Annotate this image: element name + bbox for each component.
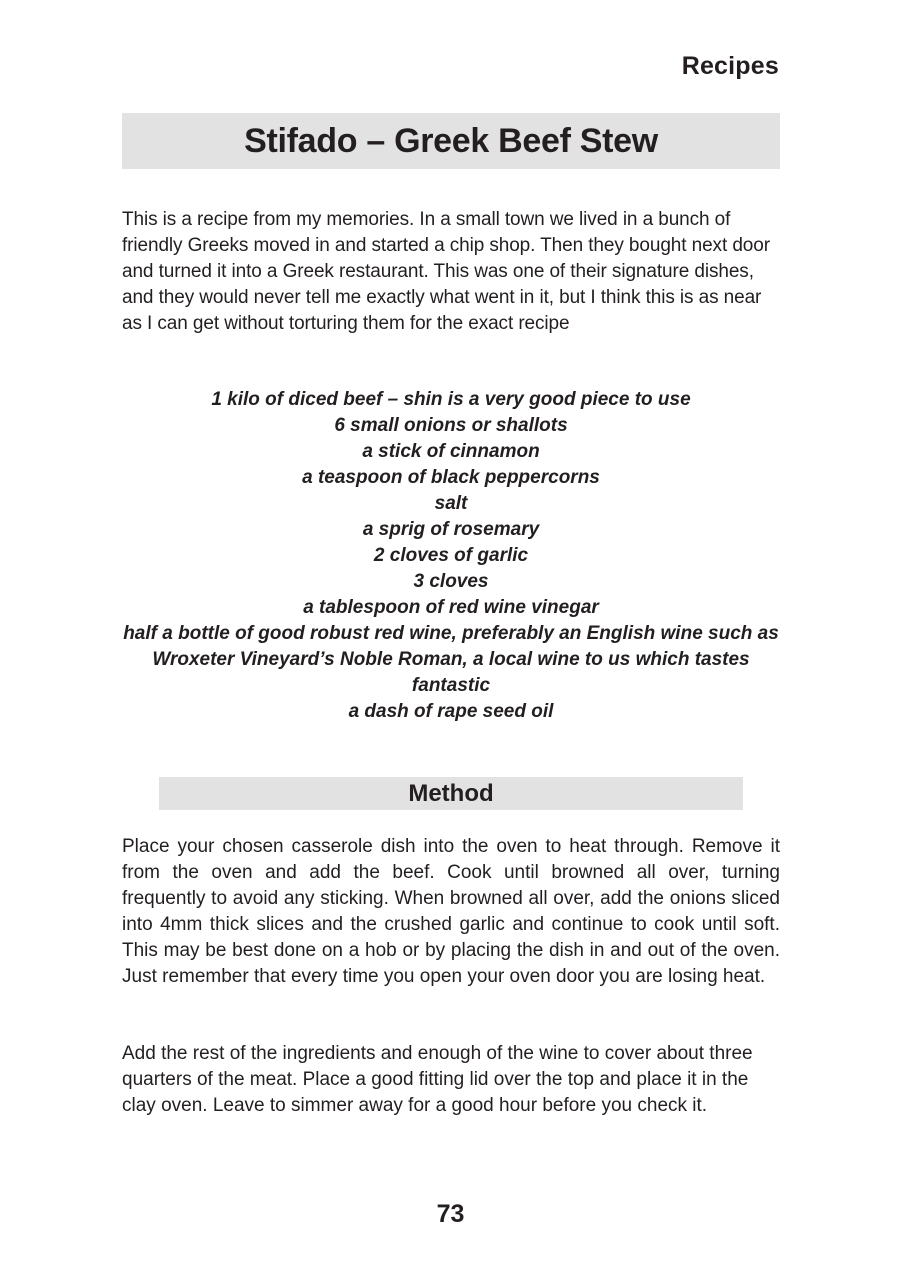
ingredient-item: salt <box>434 493 468 514</box>
method-paragraph: Place your chosen casserole dish into the oven to heat through. Remove it from the oven and add the beef. Cook until browned all over, turning frequently to avoid any sticking. When browned all over, add the onions sliced into 4mm thick slices and the crushed garlic and continue to cook until soft. This may be best done on a hob or by placing the dish in and out of the oven. Just remember that every time you open your oven door you are losing heat. <box>122 836 780 987</box>
method-heading-banner <box>159 777 743 810</box>
ingredient-item: 3 cloves <box>413 571 489 592</box>
method-heading: Method <box>408 779 494 807</box>
ingredient-item: a tablespoon of red wine vinegar <box>303 597 599 618</box>
recipe-title: Stifado – Greek Beef Stew <box>244 121 658 160</box>
ingredient-item: 6 small onions or shallots <box>334 415 568 436</box>
ingredient-item: a teaspoon of black peppercorns <box>302 467 600 488</box>
method-paragraph: Add the rest of the ingredients and enough of the wine to cover about three quarters of the meat. Place a good fitting lid over the top and place it in the clay oven. Leave to simmer away for a good hour before you check it. <box>122 1043 753 1116</box>
ingredient-item: a sprig of rosemary <box>362 519 540 540</box>
ingredient-item: a dash of rape seed oil <box>348 701 554 722</box>
ingredient-item: a stick of cinnamon <box>362 441 540 462</box>
section-header: Recipes <box>681 52 779 80</box>
ingredient-item: 2 cloves of garlic <box>373 545 529 566</box>
recipe-title-banner <box>122 113 780 169</box>
page-number: 73 <box>436 1200 465 1228</box>
ingredient-item: 1 kilo of diced beef – shin is a very good piece to use <box>211 389 691 410</box>
ingredient-item: half a bottle of good robust red wine, preferably an English wine such as Wroxeter Vineyard’s Noble Roman, a local wine to us which tastes fantastic <box>123 623 779 696</box>
recipe-intro: This is a recipe from my memories. In a small town we lived in a bunch of friendly Greeks moved in and started a chip shop. Then they bought next door and turned it into a Greek restaurant. This was one of their signature dishes, and they would never tell me exactly what went in it, but I think this is as near as I can get without torturing them for the exact recipe <box>122 209 770 334</box>
ingredients-list <box>122 387 780 725</box>
